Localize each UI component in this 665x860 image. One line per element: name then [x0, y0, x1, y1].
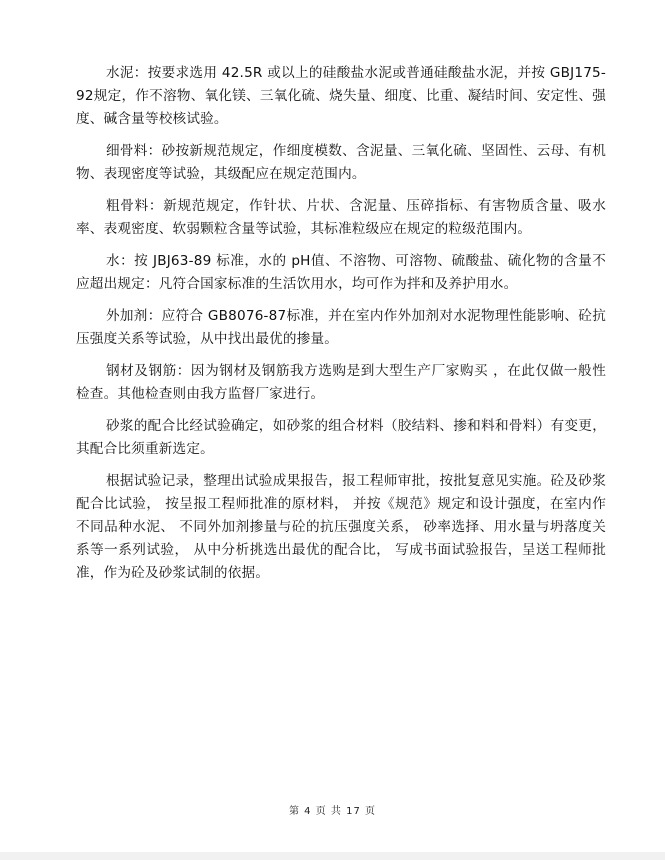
page-body: [76, 62, 606, 594]
paragraph-admixture: 外加剂：应符合 GB8076-87标准，并在室内作外加剂对水泥物理性能影响、砼抗压强度关系等试验，从中找出最优的掺量。: [76, 308, 606, 347]
page-number-footer: 第 4 页 共 17 页: [289, 806, 376, 817]
paragraph-water: 水：按 JBJ63-89 标准，水的 pH值、不溶物、可溶物、硫酸盐、硫化物的含量不应超出规定：凡符合国家标准的生活饮用水，均可作为拌和及养护用水。: [76, 253, 606, 292]
page-bottom-edge: [0, 852, 665, 860]
paragraph-steel: 钢材及钢筋：因为钢材及钢筋我方选购是到大型生产厂家购买 ，在此仅做一般性检查。其他检查则由我方监督厂家进行。: [76, 363, 606, 402]
paragraph-mortar: 砂浆的配合比经试验确定，如砂浆的组合材料（胶结料、掺和料和骨料）有变更，其配合比须重新选定。: [76, 418, 606, 457]
paragraph-fine-aggregate: 细骨料：砂按新规范规定，作细度模数、含泥量、三氧化硫、坚固性、云母、有机物、表现密度等试验，其级配应在规定范围内。: [76, 143, 606, 182]
paragraph-coarse-aggregate: 粗骨料：新规范规定，作针状、片状、含泥量、压碎指标、有害物质含量、吸水率、表观密度、软弱颗粒含量等试验，其标准粒级应在规定的粒级范围内。: [76, 198, 606, 237]
paragraph-cement: 水泥：按要求选用 42.5R 或以上的硅酸盐水泥或普通硅酸盐水泥，并按 GBJ175-92规定，作不溶物、氧化镁、三氧化硫、烧失量、细度、比重、凝结时间、安定性、强度、碱含量等校核试验。: [76, 65, 606, 127]
paragraph-test-report: 根据试验记录，整理出试验成果报告，报工程师审批，按批复意见实施。砼及砂浆配合比试验， 按呈报工程师批准的原材料， 并按《规范》规定和设计强度，在室内作不同品种水泥、 不同外加剂掺量与砼的抗压强度关系， 砂率选择、用水量与坍落度关系等一系列试验， 从中分析挑选出最优的配合比， 写成书面试验报告，呈送工程师批准，作为砼及砂浆试制的依据。: [76, 473, 606, 581]
